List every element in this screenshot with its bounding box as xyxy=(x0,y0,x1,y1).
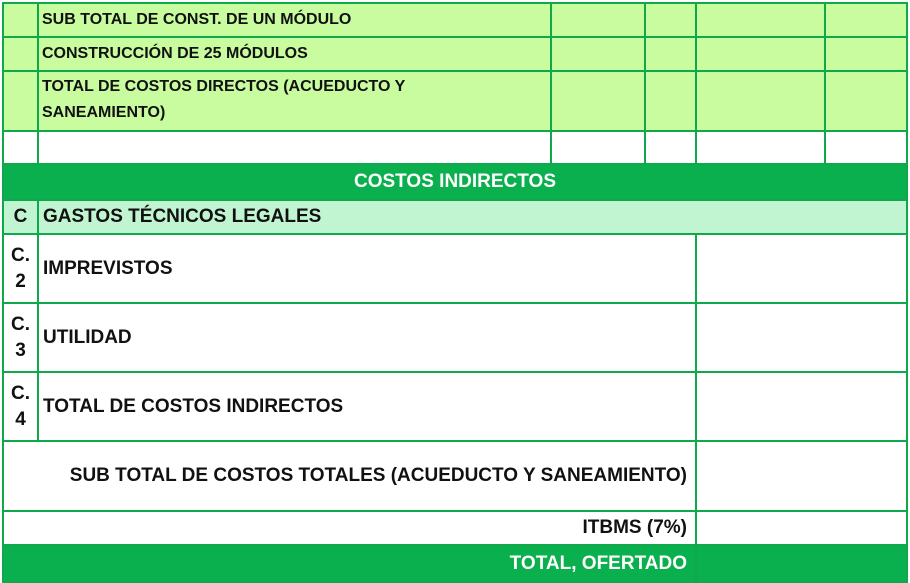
cell-value xyxy=(695,233,908,304)
row-contingencies-label xyxy=(37,233,697,304)
label-text: SUB TOTAL DE CONST. DE UN MÓDULO xyxy=(42,11,352,28)
label-text: TOTAL, OFERTADO xyxy=(509,552,687,574)
row-profit-label xyxy=(37,302,697,373)
row-construction-modules-label xyxy=(37,36,552,72)
row-subtotal-total-costs-label xyxy=(2,440,697,512)
cell-blank xyxy=(2,2,39,38)
cell-value xyxy=(695,302,908,373)
cell-value xyxy=(695,36,826,72)
cell-value xyxy=(695,544,908,583)
cell-value xyxy=(824,2,908,38)
row-code xyxy=(2,302,39,373)
cell-value xyxy=(695,371,908,442)
label-line-1: TOTAL DE COSTOS DIRECTOS (ACUEDUCTO Y xyxy=(42,78,406,95)
label-text: CONSTRUCCIÓN DE 25 MÓDULOS xyxy=(42,45,308,62)
cell-value xyxy=(695,2,826,38)
label-text: TOTAL DE COSTOS INDIRECTOS xyxy=(43,395,344,417)
code-line-1: C. xyxy=(11,313,30,335)
cell-blank xyxy=(550,130,646,165)
cell-blank xyxy=(2,70,39,132)
cell-value xyxy=(644,36,697,72)
row-code xyxy=(2,199,39,235)
cell-blank xyxy=(37,130,552,165)
label-text: IMPREVISTOS xyxy=(43,257,173,279)
row-code xyxy=(2,371,39,442)
cell-value xyxy=(644,2,697,38)
label-text: UTILIDAD xyxy=(43,326,132,348)
row-total-direct-costs-label xyxy=(37,70,552,132)
cell-value xyxy=(550,36,646,72)
section-header-indirect-costs xyxy=(2,163,908,201)
section-header-text: COSTOS INDIRECTOS xyxy=(354,171,556,192)
code-line-1: C. xyxy=(11,244,30,266)
row-total-offered-label xyxy=(2,544,697,583)
code-line-2: 4 xyxy=(15,408,26,430)
cell-value xyxy=(695,510,908,546)
row-tax-label xyxy=(2,510,697,546)
cell-blank xyxy=(2,130,39,165)
row-code xyxy=(2,233,39,304)
cell-blank xyxy=(824,130,908,165)
cell-blank xyxy=(695,130,826,165)
cell-value xyxy=(824,70,908,132)
cell-value xyxy=(824,36,908,72)
code-line-2: 2 xyxy=(15,270,26,292)
cell-value xyxy=(695,440,908,512)
cell-value xyxy=(695,70,826,132)
code-line-2: 3 xyxy=(15,339,26,361)
label-text: GASTOS TÉCNICOS LEGALES xyxy=(43,206,322,227)
cell-value xyxy=(644,70,697,132)
row-legal-technical-expenses-label xyxy=(37,199,908,235)
label-text: ITBMS (7%) xyxy=(582,517,687,538)
row-total-indirect-costs-label xyxy=(37,371,697,442)
cell-value xyxy=(550,70,646,132)
label-text: SUB TOTAL DE COSTOS TOTALES (ACUEDUCTO Y SANEAMIENTO) xyxy=(69,465,687,486)
cell-value xyxy=(550,2,646,38)
row-subtotal-module-label xyxy=(37,2,552,38)
cell-blank xyxy=(644,130,697,165)
code-text: C xyxy=(13,206,28,227)
code-line-1: C. xyxy=(11,382,30,404)
cell-blank xyxy=(2,36,39,72)
label-line-2: SANEAMIENTO) xyxy=(42,104,166,121)
